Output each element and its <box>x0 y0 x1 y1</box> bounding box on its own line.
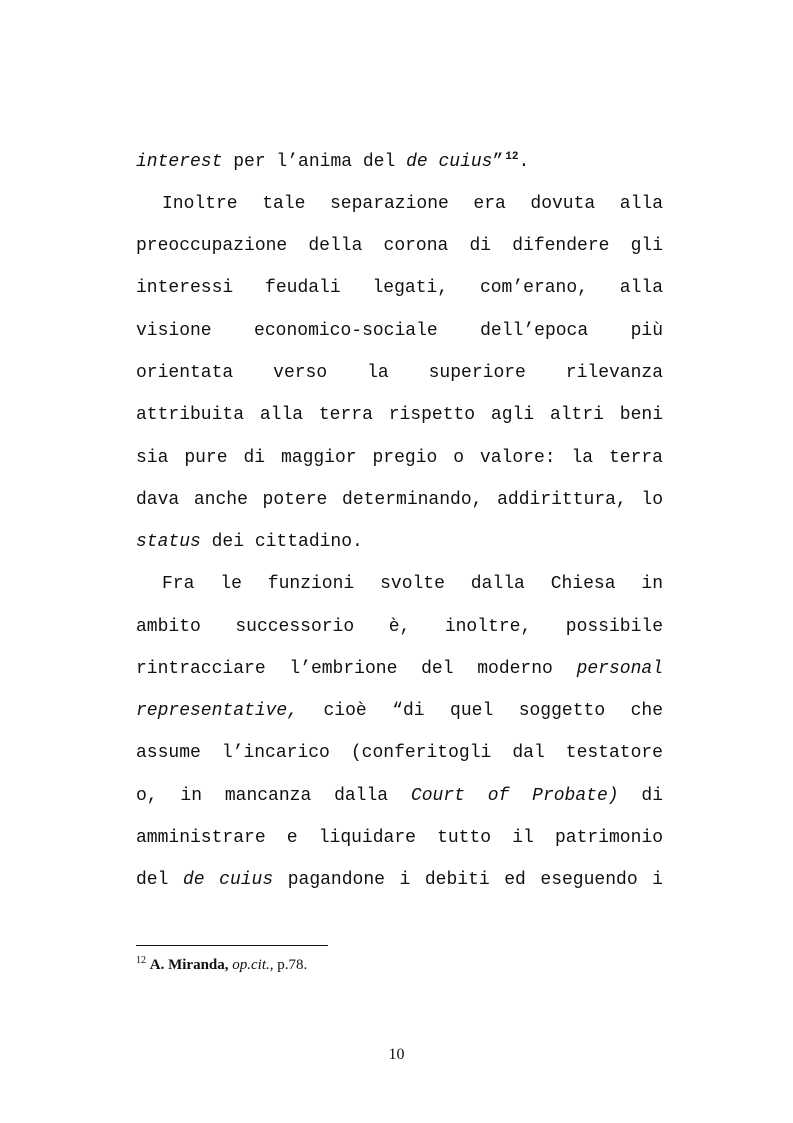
body-line: Fra le funzioni svolte dalla Chiesa in <box>162 574 663 594</box>
body-line: attribuita alla terra rispetto agli altri beni <box>136 405 663 425</box>
text-run: . <box>518 152 530 172</box>
text-run: cioè “di quel soggetto che <box>298 701 663 721</box>
italic-term: de cuius <box>182 870 274 890</box>
body-line: interessi feudali legati, com’erano, alla <box>136 278 663 298</box>
body-line <box>136 527 663 557</box>
italic-term: interest <box>136 152 223 172</box>
footnote-work: op.cit. <box>232 957 270 973</box>
footnote <box>136 955 663 975</box>
italic-term: status <box>136 532 201 552</box>
body-line: sia pure di maggior pregio o valore: la terra <box>136 448 663 468</box>
text-run: pagandone i debiti ed eseguendo i <box>273 870 663 890</box>
body-line: Inoltre tale separazione era dovuta alla <box>162 194 663 214</box>
body-line: ambito successorio è, inoltre, possibile <box>136 617 663 637</box>
body-line: preoccupazione della corona di difendere gli <box>136 236 663 256</box>
text-run: ” <box>492 152 504 172</box>
text-run: dei cittadino. <box>200 532 363 552</box>
footnote-author: A. Miranda, <box>149 957 229 973</box>
footnote-reference[interactable]: 12 <box>505 151 519 163</box>
text-run: rintracciare l’embrione del moderno <box>136 659 577 679</box>
text-run: di <box>618 786 663 806</box>
body-line: amministrare e liquidare tutto il patrimonio <box>136 828 663 848</box>
body-line: visione economico-sociale dell’epoca più <box>136 321 663 341</box>
italic-term: personal <box>576 659 663 679</box>
italic-term: representative, <box>136 701 299 721</box>
body-line: orientata verso la superiore rilevanza <box>136 363 663 383</box>
italic-term: de cuius <box>406 152 493 172</box>
footnote-number: 12 <box>136 955 146 966</box>
italic-term: Court of Probate) <box>410 786 619 806</box>
body-line <box>136 654 663 684</box>
body-line: dava anche potere determinando, addirittura, lo <box>136 490 663 510</box>
text-run: per l’anima del <box>222 152 407 172</box>
body-line <box>136 781 663 811</box>
body-line <box>136 865 663 895</box>
footnote-rest: , p.78. <box>269 957 308 973</box>
page-number: 10 <box>388 1046 405 1063</box>
footnote-divider <box>136 945 328 946</box>
body-line <box>136 147 663 177</box>
text-run: o, in mancanza dalla <box>136 786 411 806</box>
body-line: assume l’incarico (conferitogli dal testatore <box>136 743 663 763</box>
body-line <box>136 696 663 726</box>
text-run: del <box>136 870 183 890</box>
